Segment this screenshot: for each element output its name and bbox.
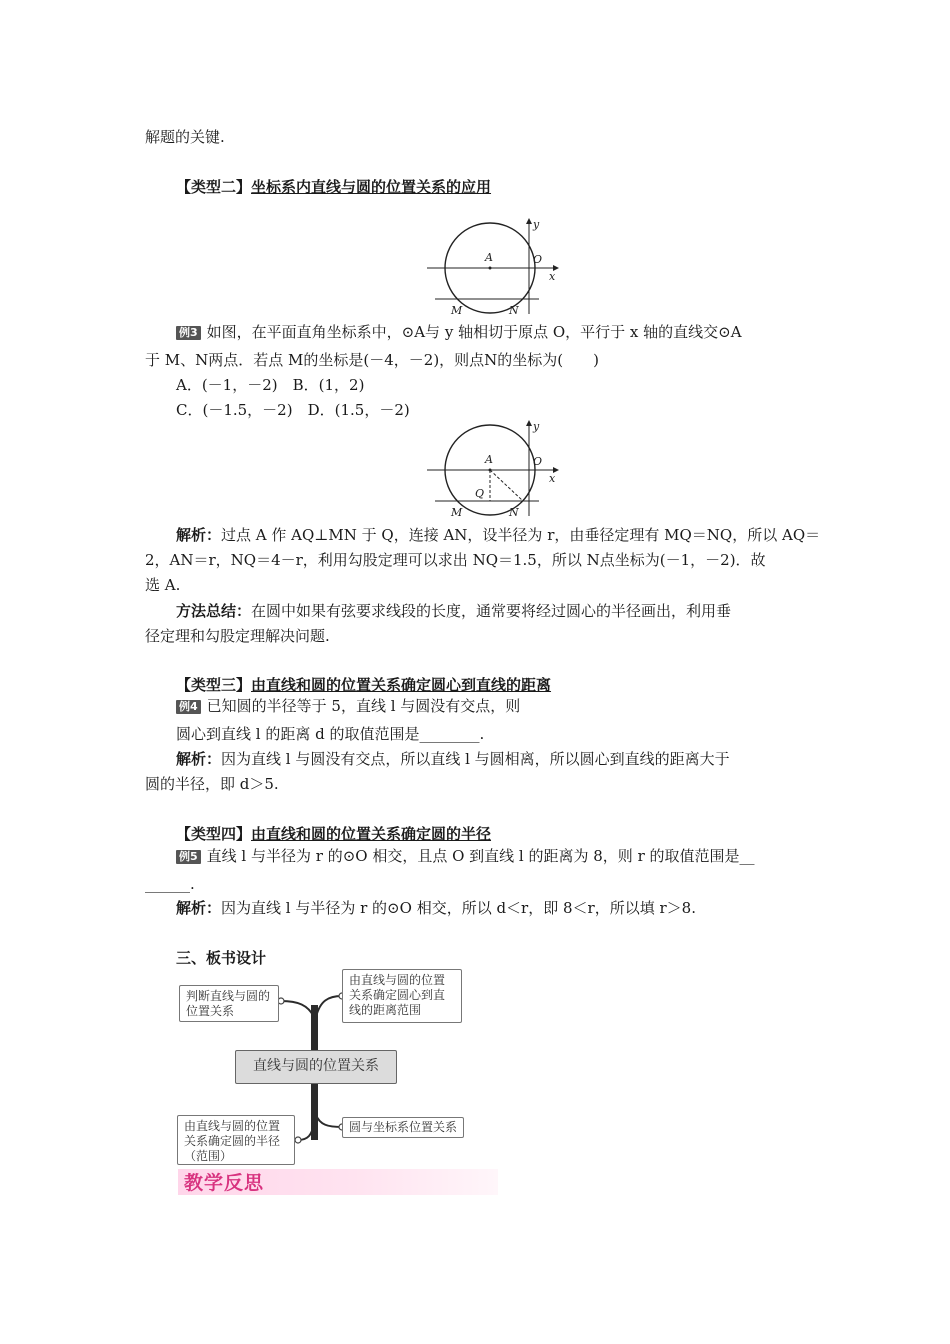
type4-heading	[176, 823, 491, 845]
type2-bracket: 【类型二】	[176, 178, 252, 196]
sol4-line1	[176, 748, 730, 770]
sol4-line2: 圆的半径，即 d＞5.	[145, 775, 279, 793]
ex4-line1	[176, 695, 520, 717]
mindmap-node-coordinate: 圆与坐标系位置关系	[342, 1117, 464, 1138]
type2-title: 坐标系内直线与圆的位置关系的应用	[251, 178, 492, 196]
ex5-line2: ______.	[145, 875, 195, 893]
ex3-options-ab: A．(－1，－2) B．(1，2)	[176, 376, 365, 394]
sol5-line1	[176, 897, 696, 919]
type4-bracket: 【类型四】	[176, 825, 252, 843]
fig1-label-y: y	[533, 218, 540, 231]
ex5-text1: 直线 l 与半径为 r 的⊙O 相交，且点 O 到直线 l 的距离为 8，则 r 的取值范围是__	[206, 847, 755, 865]
fig2-label-A: A	[485, 453, 493, 466]
fig1-label-x: x	[549, 270, 556, 283]
summary-line2: 径定理和勾股定理解决问题.	[145, 627, 330, 645]
ex3-text1: 如图，在平面直角坐标系中，⊙A与 y 轴相切于原点 O，平行于 x 轴的直线交⊙A	[206, 323, 742, 341]
type3-title: 由直线和圆的位置关系确定圆心到直线的距离	[251, 676, 552, 694]
sol3-label: 解析：	[176, 526, 222, 544]
summary-line1	[176, 600, 731, 622]
ex4-line2: 圆心到直线 l 的距离 d 的取值范围是________.	[176, 725, 485, 743]
sol4-text1: 因为直线 l 与圆没有交点，所以直线 l 与圆相离，所以圆心到直线的距离大于	[221, 750, 730, 768]
ex3-line2: 于 M、N两点．若点 M的坐标是(－4，－2)，则点N的坐标为( )	[145, 351, 600, 369]
ex5-line1	[176, 845, 755, 867]
ex3-line1	[176, 321, 742, 343]
fig1-label-O: O	[533, 253, 543, 266]
fig1-label-M: M	[451, 304, 463, 317]
ex3-options-cd: C．(－1.5，－2) D．(1.5，－2)	[176, 401, 410, 419]
section3-heading: 三、板书设计	[176, 949, 267, 967]
sol3-line2: 2，AN＝r，NQ＝4－r，利用勾股定理可以求出 NQ＝1.5，所以 N点坐标为(－1，－2)．故	[145, 551, 766, 569]
ex5-badge: 例5	[176, 850, 201, 864]
mindmap-node-judge: 判断直线与圆的位置关系	[179, 985, 279, 1022]
fig2-label-Q: Q	[475, 487, 485, 500]
fig1-label-N: N	[509, 304, 519, 317]
type2-heading	[176, 176, 491, 198]
sol4-label: 解析：	[176, 750, 222, 768]
mindmap-center-node: 直线与圆的位置关系	[235, 1050, 397, 1084]
sol5-label: 解析：	[176, 899, 222, 917]
summary-text1: 在圆中如果有弦要求线段的长度，通常要将经过圆心的半径画出，利用垂	[251, 602, 732, 620]
figure-circle-with-perpendicular	[425, 420, 565, 522]
mindmap-node-radius: 由直线与圆的位置关系确定圆的半径（范围）	[177, 1115, 295, 1165]
fig2-label-N: N	[509, 506, 519, 519]
summary-label: 方法总结：	[176, 602, 252, 620]
fig2-label-y: y	[533, 420, 540, 433]
teaching-reflection-banner	[178, 1169, 498, 1195]
fig2-label-O: O	[533, 455, 543, 468]
fig1-label-A: A	[485, 251, 493, 264]
ex4-text1: 已知圆的半径等于 5，直线 l 与圆没有交点，则	[206, 697, 521, 715]
fig2-label-x: x	[549, 472, 556, 485]
type4-title: 由直线和圆的位置关系确定圆的半径	[251, 825, 492, 843]
sol3-line3: 选 A.	[145, 576, 181, 594]
sol3-text1: 过点 A 作 AQ⊥MN 于 Q，连接 AN，设半径为 r，由垂径定理有 MQ＝NQ，所以 AQ＝	[221, 526, 821, 544]
type3-bracket: 【类型三】	[176, 676, 252, 694]
fig2-label-M: M	[451, 506, 463, 519]
type3-heading	[176, 674, 551, 696]
sol3-line1	[176, 524, 820, 546]
ex4-badge: 例4	[176, 700, 201, 714]
figure-circle-tangent-axis	[425, 218, 565, 320]
ex3-badge: 例3	[176, 326, 201, 340]
sol5-text1: 因为直线 l 与半径为 r 的⊙O 相交，所以 d＜r，即 8＜r，所以填 r＞8.	[221, 899, 696, 917]
intro-tail: 解题的关键.	[145, 128, 225, 146]
mindmap-node-distance: 由直线与圆的位置关系确定圆心到直线的距离范围	[342, 969, 462, 1023]
teaching-reflection-title: 教学反思	[184, 1172, 265, 1194]
